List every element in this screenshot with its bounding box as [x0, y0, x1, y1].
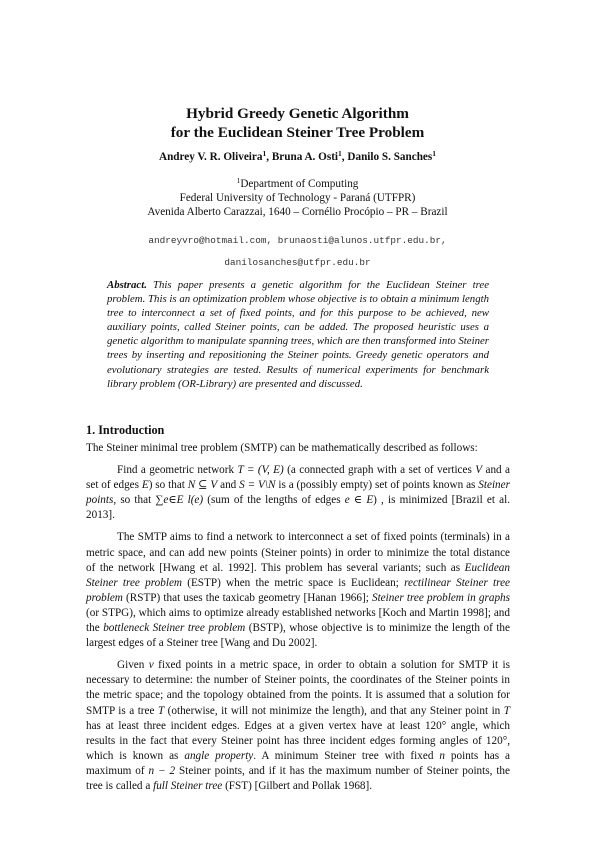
abstract-text: This paper presents a genetic algorithm for the Euclidean Steiner tree problem. This is an optimization problem whose objective is to obtain a minimum length tree to interconnect a set of fixed points, and for this purpose to be achieved, new auxiliary points, called Steiner points, can be added. The proposed heuristic uses a genetic algorithm to manipulate spanning trees, which are then transformed into Steiner trees by inserting and repositioning the Steiner points. Greedy genetic operators and evolutionary strategies are tested. Results of numerical experiments for benchmark library problem (OR-Library) are presented and discussed. — [107, 279, 489, 390]
affiliation-line-1 — [60, 177, 535, 191]
author-affiliation-mark: 1 — [262, 149, 267, 158]
title-line-2: for the Euclidean Steiner Tree Problem — [170, 124, 425, 141]
emphasis: Steiner tree problem in graphs — [371, 591, 510, 604]
math-inline: N ⊆ V — [187, 479, 218, 492]
math-inline: V — [475, 464, 483, 477]
affiliation-line-3: Avenida Alberto Carazzai, 1640 – Cornélio Procópio – PR – Brazil — [147, 206, 448, 219]
math-inline: v — [148, 659, 154, 672]
author-affiliation-mark: 1 — [432, 149, 437, 158]
paragraph-3: The SMTP aims to find a network to interconnect a set of fixed points (terminals) in a metric space, and can add new points (Steiner points) in order to minimize the total distance of the network [Hwang et al. 1992]. This problem has several variants; such as Euclidean Steiner tree problem (ESTP) when the metric space is Euclidean; rectilinear Steiner tree problem (RSTP) that uses the taxicab geometry [Hanan 1966]; Steiner tree problem in graphs (or STPG), which aims to optimize already established networks [Koch and Martin 1998]; and the bottleneck Steiner tree problem (BSTP), whose objective is to minimize the length of the largest edges of a Steiner tree [Wang and Du 2002]. — [86, 531, 511, 650]
author-name: Andrey V. R. Oliveira — [158, 151, 263, 163]
email-line-2: danilosanches@utfpr.edu.br — [224, 256, 371, 268]
math-inline: n − 2 — [148, 764, 176, 777]
email-block — [60, 230, 535, 273]
affiliation-mark: 1 — [236, 176, 241, 185]
math-inline: n — [439, 749, 445, 762]
abstract-label: Abstract. — [107, 279, 147, 291]
emphasis: bottleneck Steiner tree problem — [103, 622, 246, 635]
paragraph-2-definition: Find a geometric network T = (V, E) (a connected graph with a set of vertices V and a set of edges E) so that N ⊆ V and S = V\N is a (possibly empty) set of points known as Steiner points, so that ∑e∈E l(e) (sum of the lengths of edges e ∈ E) , is minimized [Brazil et al. 2013]. — [86, 464, 510, 522]
emphasis: angle property — [184, 749, 254, 762]
paragraph-1: The Steiner minimal tree problem (SMTP) can be mathematically described as follows: — [86, 442, 478, 454]
math-inline: e ∈ E — [344, 494, 374, 507]
math-inline: T = (V, E) — [237, 464, 284, 477]
author-list: Andrey V. R. Oliveira$^1$, Bruna A. Osti$^1$, Danilo S. Sanches$^1$ — [158, 149, 437, 163]
emphasis: full Steiner tree — [153, 779, 223, 792]
math-inline: S = V\N — [239, 479, 276, 492]
paragraph-4: Given v fixed points in a metric space, in order to obtain a solution for SMTP it is necessary to determine: the number of Steiner points, the coordinates of the Steiner points in the metric space; and the topology obtained from the points. It is assumed that a solution for SMTP is a tree T (otherwise, it will not minimize the length), and that any Steiner point in T has at least three incident edges. Edges at a given vertex have at least 120° angle, which results in the fact that every Steiner point has three incident edges forming angles of 120°, which is known as angle property. A minimum Steiner tree with fixed n points has a maximum of n − 2 Steiner points, and if it has the maximum number of Steiner points, the tree is called a full Steiner tree (FST) [Gilbert and Pollak 1968]. — [86, 659, 511, 792]
emphasis: rectilinear Steiner tree problem — [86, 576, 511, 604]
math-inline: E — [141, 479, 149, 492]
paper-title — [60, 104, 535, 142]
email-line-1: andreyvro@hotmail.com, brunaosti@alunos.utfpr.edu.br, — [148, 235, 447, 246]
author-name: Danilo S. Sanches — [347, 151, 433, 163]
department-name: Department of Computing — [240, 178, 359, 190]
emphasis: Steiner points — [86, 479, 510, 507]
math-inline: T — [503, 704, 510, 717]
author-affiliation-mark: 1 — [338, 149, 342, 158]
section-heading: 1. Introduction — [86, 423, 165, 437]
title-line-1: Hybrid Greedy Genetic Algorithm — [186, 105, 409, 122]
author-name: Bruna A. Osti — [271, 151, 339, 163]
math-inline: T — [157, 704, 165, 717]
body-text — [86, 441, 510, 794]
emphasis: Euclidean Steiner tree problem — [86, 561, 510, 589]
affiliation-block — [60, 177, 535, 220]
abstract — [107, 278, 489, 391]
math-inline: ∑e∈E l(e) — [155, 494, 204, 507]
affiliation-line-2: Federal University of Technology - Paraná (UTFPR) — [179, 192, 416, 205]
